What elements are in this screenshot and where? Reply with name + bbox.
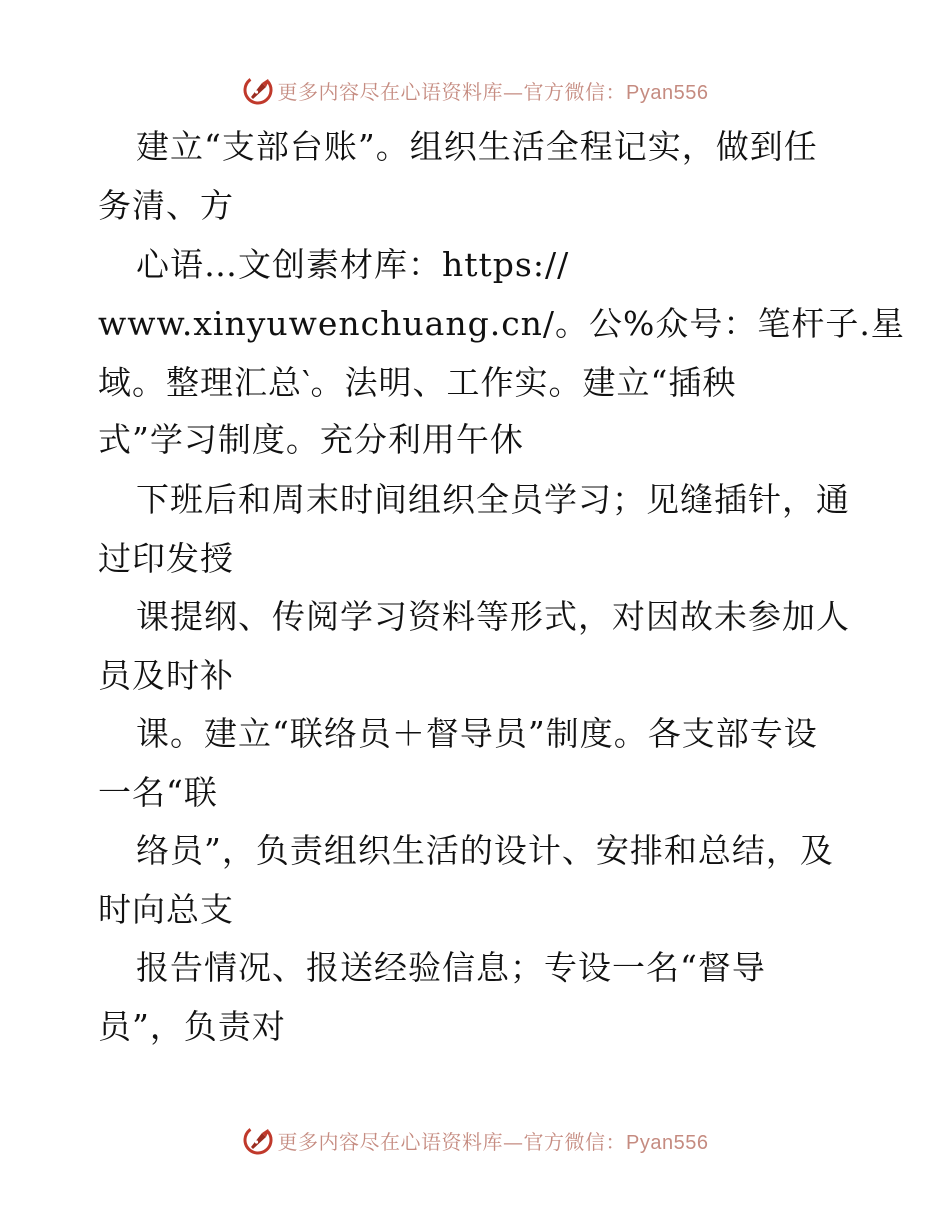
- pen-nib-logo-icon: [242, 1124, 274, 1156]
- body-line: 一名“联: [98, 773, 218, 812]
- watermark-wechat-id: Pyan556: [626, 81, 709, 104]
- body-line: www.xinyuwenchuang.cn/。公%众号：笔杆子.星: [98, 304, 905, 343]
- body-line: 员”，负责对: [98, 1007, 286, 1046]
- body-line: 下班后和周末时间组织全员学习；见缝插针，通: [136, 480, 850, 519]
- body-line: 时向总支: [98, 890, 234, 929]
- body-line: 络员”，负责组织生活的设计、安排和总结，及: [136, 831, 834, 870]
- body-line: 报告情况、报送经验信息；专设一名“督导: [136, 948, 766, 987]
- page-footer-watermark: [0, 1120, 950, 1160]
- watermark-wechat-id: Pyan556: [626, 1131, 709, 1154]
- body-line: 心语…文创素材库：https://: [136, 245, 570, 284]
- watermark-text-cn: 更多内容尽在心语资料库—官方微信：: [277, 1129, 627, 1154]
- watermark-text: [278, 1126, 709, 1155]
- body-line: 建立“支部台账”。组织生活全程记实，做到任: [136, 127, 818, 166]
- body-line: 式”学习制度。充分利用午休: [98, 420, 524, 459]
- body-line: 域。整理汇总‵。法明、工作实。建立“插秧: [98, 363, 737, 402]
- body-line: 课提纲、传阅学习资料等形式，对因故未参加人: [136, 597, 850, 636]
- body-line: 员及时补: [98, 656, 234, 695]
- body-line: 务清、方: [98, 186, 234, 225]
- body-line: 过印发授: [98, 539, 234, 578]
- watermark-text-cn: 更多内容尽在心语资料库—官方微信：: [277, 79, 627, 104]
- brand-watermark: [242, 1124, 709, 1156]
- body-line: 课。建立“联络员＋督导员”制度。各支部专设: [136, 714, 818, 753]
